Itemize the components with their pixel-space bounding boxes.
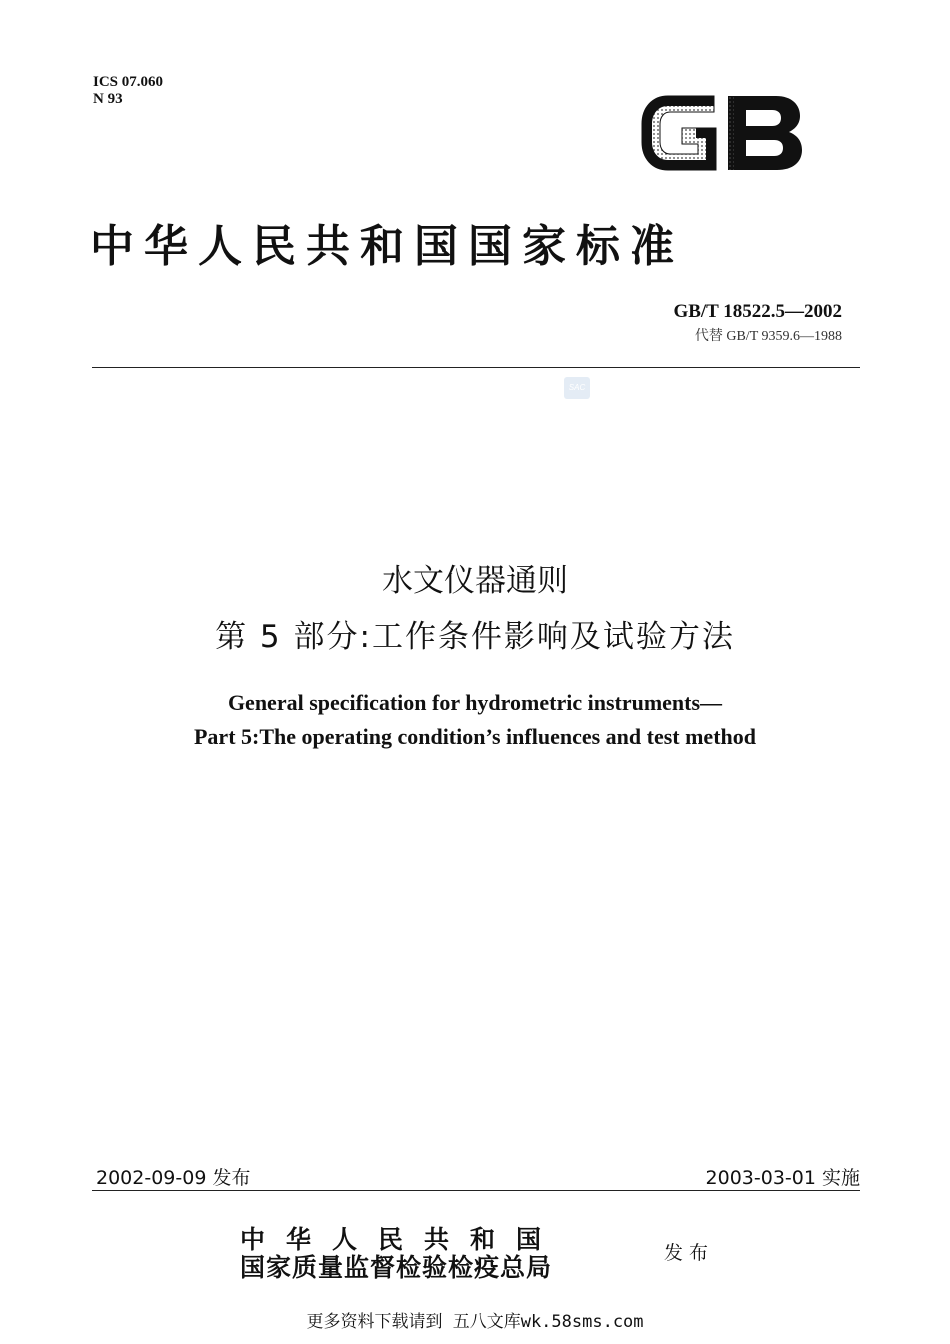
gb-logo-icon xyxy=(636,88,806,178)
issuer-line-2: 国家质量监督检验检疫总局 xyxy=(240,1253,553,1282)
standard-category-title: 中华人民共和国国家标准 xyxy=(90,221,684,272)
chinese-title-line-1: 水文仪器通则 xyxy=(382,563,568,599)
publish-label: 发布 xyxy=(664,1242,715,1264)
standard-code-block xyxy=(673,301,842,345)
ccs-code: N 93 xyxy=(93,91,123,107)
issuing-authority xyxy=(240,1226,562,1282)
english-title-line-1: General specification for hydrometric instruments— xyxy=(227,690,723,715)
bottom-divider xyxy=(92,1190,860,1191)
english-title-line-2: Part 5:The operating condition’s influences and test method xyxy=(193,724,756,749)
standard-code: GB/T 18522.5—2002 xyxy=(673,301,842,322)
ics-classification xyxy=(93,74,163,108)
issue-date: 2002-09-09 发布 xyxy=(96,1167,251,1189)
replaces-standard: 代替 GB/T 9359.6—1988 xyxy=(694,329,842,344)
implementation-date: 2003-03-01 实施 xyxy=(705,1167,860,1189)
issuer-line-1: 中华人民共和国 xyxy=(240,1225,563,1254)
top-divider xyxy=(92,367,860,368)
ics-code: ICS 07.060 xyxy=(93,74,164,90)
chinese-title-line-2: 第 5 部分:工作条件影响及试验方法 xyxy=(215,619,735,655)
sac-watermark-icon: SAC xyxy=(564,377,590,399)
download-footer: 更多资料下载请到 五八文库wk.58sms.com xyxy=(306,1312,644,1332)
